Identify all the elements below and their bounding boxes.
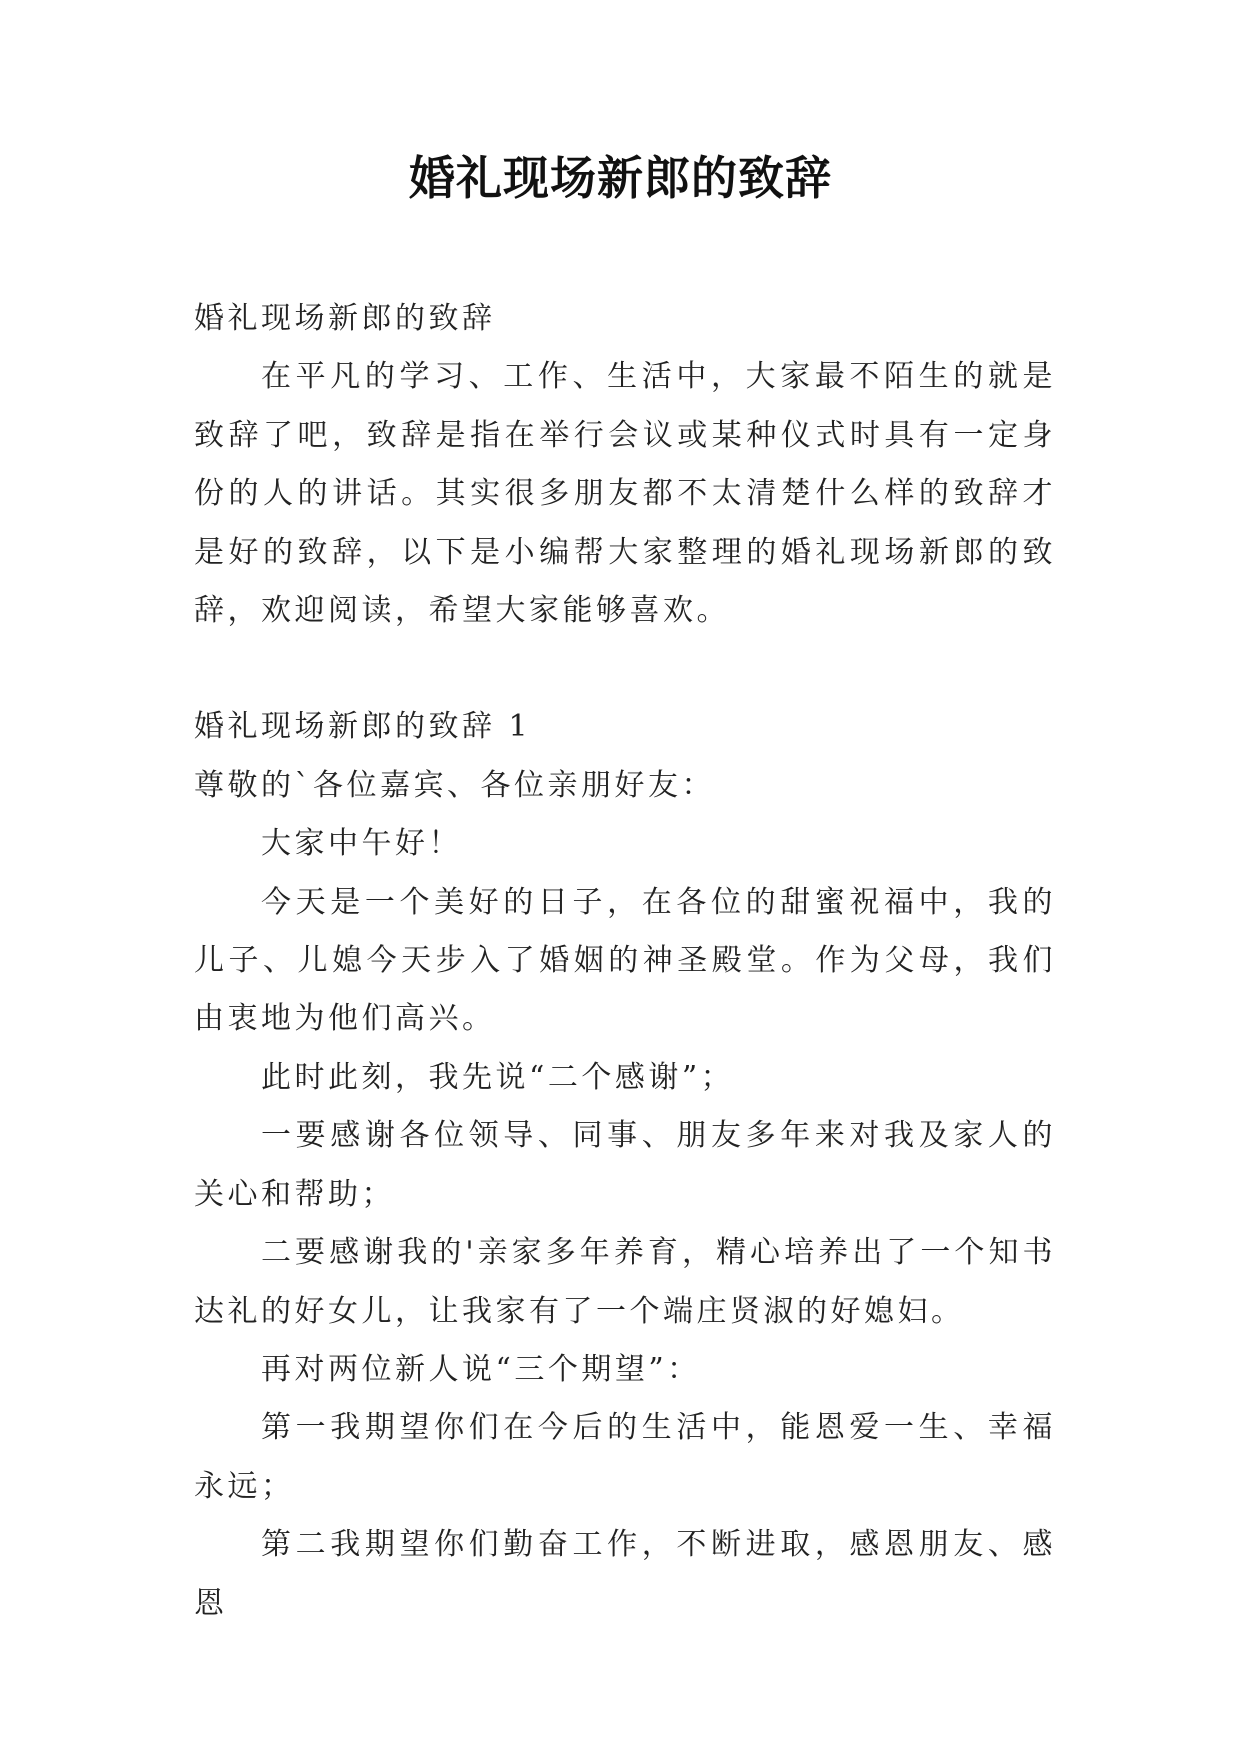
paragraph: 再对两位新人说“三个期望”： [261,1351,701,1387]
section-heading: 婚礼现场新郎的致辞 1 [194,709,532,745]
paragraph: 一要感谢各位领导、同事、朋友多年来对我及家人的关心和帮助； [194,1118,1056,1212]
salutation: 尊敬的`各位嘉宾、各位亲朋好友： [194,767,715,803]
paragraph: 第一我期望你们在今后的生活中，能恩爱一生、幸福永远； [194,1410,1056,1504]
subtitle: 婚礼现场新郎的致辞 [194,301,496,336]
paragraph: 此时此刻，我先说“二个感谢”； [261,1059,735,1095]
intro-paragraph: 在平凡的学习、工作、生活中，大家最不陌生的就是致辞了吧，致辞是指在举行会议或某种仪式时具有一定身份的人的讲话。其实很多朋友都不太清楚什么样的致辞才是好的致辞，以下是小编帮大家整理的婚礼现场新郎的致辞，欢迎阅读，希望大家能够喜欢。 [194,359,1056,629]
paragraph: 第二我期望你们勤奋工作，不断进取，感恩朋友、感恩 [194,1527,1056,1621]
paragraph: 二要感谢我的'亲家多年养育，精心培养出了一个知书达礼的好女儿，让我家有了一个端庄贤淑的好媳妇。 [194,1235,1056,1329]
paragraph: 今天是一个美好的日子，在各位的甜蜜祝福中，我的儿子、儿媳今天步入了婚姻的神圣殿堂。作为父母，我们由衷地为他们高兴。 [194,884,1056,1037]
document-body [194,290,1056,1633]
document-title: 婚礼现场新郎的致辞 [409,151,832,205]
paragraph: 大家中午好！ [261,826,462,862]
